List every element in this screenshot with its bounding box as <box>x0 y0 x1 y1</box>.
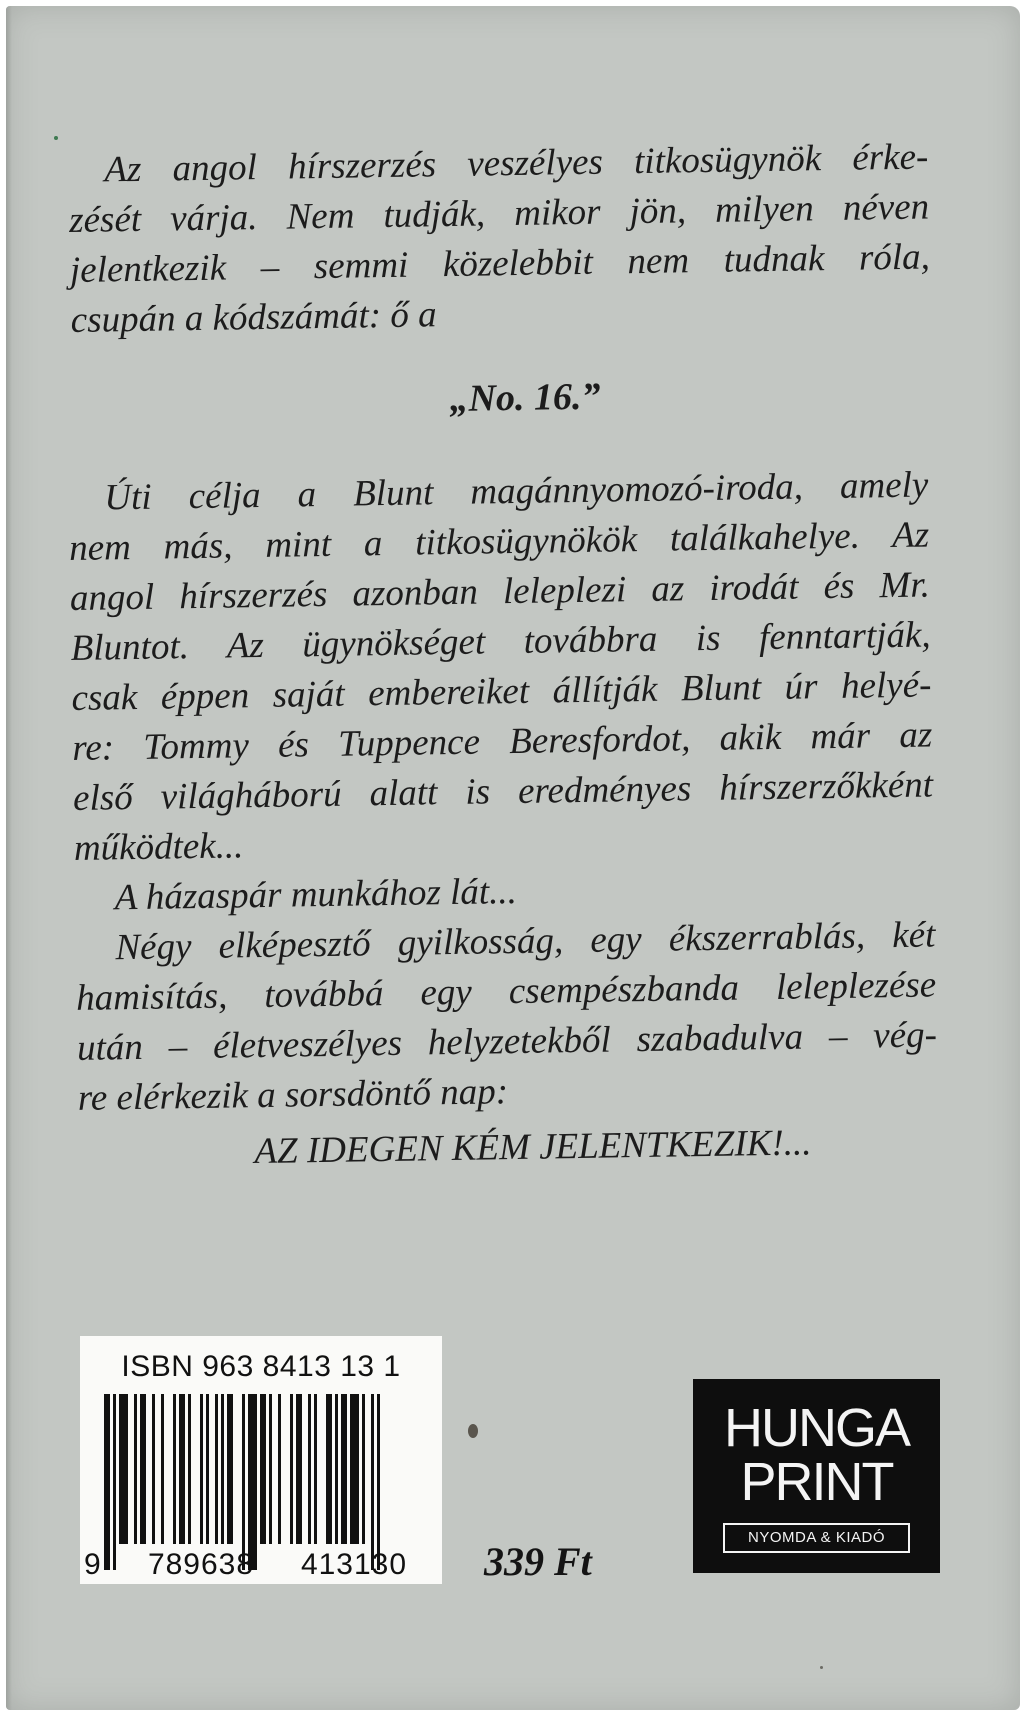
blurb-intro <box>68 132 931 345</box>
blurb-line: Úti célja a Blunt magánnyomozó-iroda, amely <box>104 464 929 519</box>
blurb-line: után – életveszélyes helyzetekből szabadulva – vég- <box>76 1014 938 1069</box>
blurb-line: csupán a kódszámát: ő a <box>70 294 437 341</box>
logo-word-hunga: HUNGA <box>723 1398 909 1458</box>
blurb-line: működtek... <box>73 825 244 869</box>
isbn-barcode <box>80 1336 442 1584</box>
barcode-digits-right: 413130 <box>300 1548 408 1581</box>
blurb-line: A házaspár munkához lát... <box>114 871 518 919</box>
barcode-first-digit: 9 <box>84 1548 101 1581</box>
barcode-digits-left: 789638 <box>147 1548 255 1581</box>
blurb-line: Négy elképesztő gyilkosság, egy ékszerrablás, két <box>115 914 936 969</box>
blurb-line: első világháború alatt is eredményes hírszerzőkként <box>72 764 934 819</box>
logo-tagline: NYOMDA & KIADÓ <box>723 1523 910 1553</box>
cover-speck <box>820 1666 823 1669</box>
cover-speck <box>54 136 58 140</box>
barcode-bars <box>104 1394 418 1570</box>
blurb-line: re: Tommy és Tuppence Beresfordot, akik már az <box>71 714 933 769</box>
blurb-body <box>68 460 938 1123</box>
blurb-line: hamisítás, továbbá egy csempészbanda leleplezése <box>75 964 937 1019</box>
blurb-line: nem más, mint a titkosügynökök találkahelye. Az <box>68 514 930 569</box>
blurb-line: csak éppen saját embereiket állítják Blunt úr helyé- <box>71 664 932 719</box>
blurb-line: jelentkezik – semmi közelebbit nem tudnak róla, <box>69 236 931 291</box>
blurb-line: re elérkezik a sorsdöntő nap: <box>77 1071 509 1119</box>
price-label: 339 Ft <box>484 1539 592 1584</box>
blurb-line: zését várja. Nem tudják, mikor jön, milyen néven <box>68 186 930 241</box>
isbn-label: ISBN 963 8413 13 1 <box>121 1350 401 1383</box>
logo-word-print: PRINT <box>740 1452 893 1512</box>
finale-heading: AZ IDEGEN KÉM JELENTKEZIK!... <box>254 1122 812 1173</box>
blurb-line: Bluntot. Az ügynökséget továbbra is fenntartják, <box>70 614 931 669</box>
cover-speck <box>468 1424 478 1438</box>
blurb-line: Az angol hírszerzés veszélyes titkosügynök érke- <box>104 136 929 191</box>
book-back-cover <box>6 6 1020 1710</box>
blurb-line: angol hírszerzés azonban leleplezi az irodát és Mr. <box>69 564 931 619</box>
agent-code-heading: „No. 16.” <box>449 375 601 420</box>
cover-edge-shadow <box>6 6 12 1710</box>
publisher-logo <box>693 1379 940 1573</box>
